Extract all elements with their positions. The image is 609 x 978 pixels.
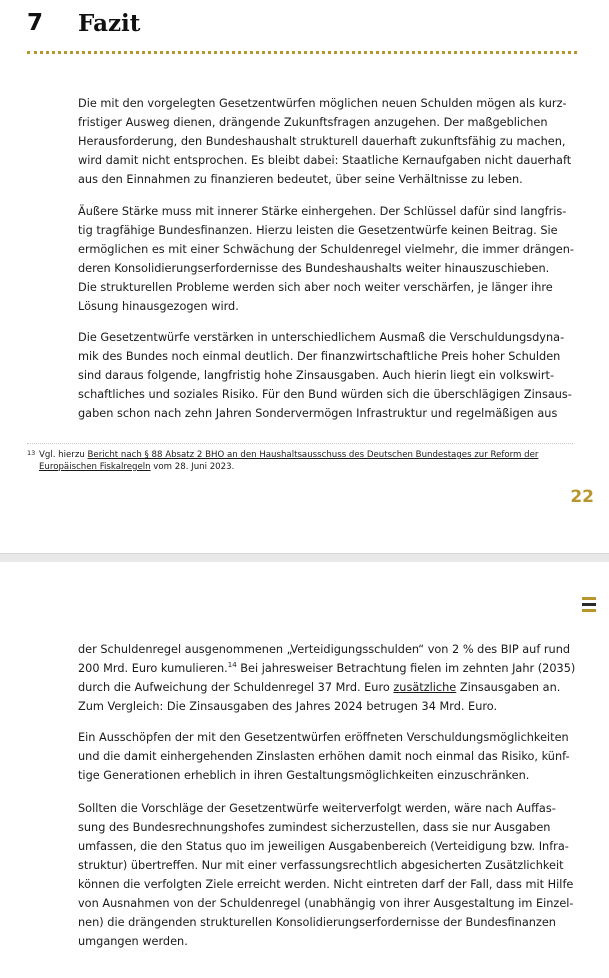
title-divider bbox=[27, 51, 577, 54]
text-line: tig tragfähige Bundesfinanzen. Hierzu leisten die Gesetzentwürfe keinen Beitrag. Sie bbox=[78, 224, 558, 237]
underlined-emphasis: zusätzliche bbox=[393, 681, 457, 694]
text-line: Herausforderung, den Bundeshaushalt strukturell dauerhaft zukunftsfähig zu machen, bbox=[78, 135, 566, 148]
footnote-number: 13 bbox=[27, 449, 36, 457]
text-line: fristiger Ausweg dienen, drängende Zukunftsfragen anzugehen. Der maßgeblichen bbox=[78, 116, 548, 129]
hamburger-menu-icon[interactable] bbox=[582, 597, 596, 613]
text-line: Äußere Stärke muss mit innerer Stärke einhergehen. Der Schlüssel dafür sind langfris- bbox=[78, 205, 567, 218]
footnote-suffix: vom 28. Juni 2023. bbox=[150, 462, 235, 472]
footnote-prefix: Vgl. hierzu bbox=[39, 450, 88, 460]
text-line: mik des Bundes noch einmal deutlich. Der finanzwirtschaftliche Preis hoher Schulden bbox=[78, 350, 561, 363]
chapter-title: Fazit bbox=[78, 10, 141, 37]
paragraph-1 bbox=[78, 94, 572, 189]
text-line: Ein Ausschöpfen der mit den Gesetzentwürfen eröffneten Verschuldungsmöglichkeiten bbox=[78, 731, 569, 744]
text-line: sung des Bundesrechnungshofes zumindest sicherzustellen, dass sie nur Ausgaben bbox=[78, 821, 551, 834]
paragraph-4 bbox=[78, 640, 576, 716]
text-line: 200 Mrd. Euro kumulieren.$^{14}$ Bei jahresweiser Betrachtung fielen im zehnten Jahr (2035) bbox=[78, 661, 576, 675]
text-line: sind daraus folgende, langfristig hohe Zinsausgaben. Auch hierin liegt ein volkswirt- bbox=[78, 369, 555, 382]
text-line: Die mit den vorgelegten Gesetzentwürfen möglichen neuen Schulden mögen als kurz- bbox=[78, 97, 567, 110]
text-line: Sollten die Vorschläge der Gesetzentwürfe weiterverfolgt werden, wäre nach Auffas- bbox=[78, 802, 556, 815]
text-line: nen) die drängenden strukturellen Konsolidierungserfordernisse der Bundesfinanzen bbox=[78, 916, 556, 929]
text-line: umfassen, die den Status quo im jeweiligen Ausgabenbereich (Verteidigung bzw. Infra- bbox=[78, 840, 569, 853]
text-line: schaftliches und soziales Risiko. Für den Bund würden sich die überschlägigen Zinsaus- bbox=[78, 388, 572, 401]
chapter-number: 7 bbox=[27, 10, 44, 36]
text-line: Die Gesetzentwürfe verstärken in unterschiedlichem Ausmaß die Verschuldungsdyna- bbox=[78, 331, 565, 344]
text-line: gaben schon nach zehn Jahren Sondervermögen Infrastruktur und regelmäßigen aus bbox=[78, 407, 558, 420]
text-line: struktur) übertreffen. Nur mit einer verfassungsrechtlich abgesicherten Zusätzlichkeit bbox=[78, 859, 564, 872]
paragraph-2 bbox=[78, 202, 574, 316]
text-line: deren Konsolidierungserfordernisse des Bundeshaushalts weiter hinauszuschieben. bbox=[78, 262, 550, 275]
text-line: Die strukturellen Probleme werden sich aber noch weiter verschärfen, je länger ihre bbox=[78, 281, 553, 294]
text-line: können die verfolgten Ziele erreicht werden. Nicht eintreten darf der Fall, dass mit Hilfe bbox=[78, 878, 574, 891]
footnote-report-link-cont[interactable]: Europäischen Fiskalregeln bbox=[39, 462, 151, 472]
text-line: wird damit nicht entsprochen. Es bleibt dabei: Staatliche Kernaufgaben nicht dauerhaft bbox=[78, 154, 572, 167]
footnote-ref-14[interactable]: 14 bbox=[227, 661, 237, 670]
text-line: und die damit einhergehenden Zinslasten erhöhen damit noch einmal das Risiko, künf- bbox=[78, 750, 570, 763]
text-line: aus den Einnahmen zu finanzieren bedeutet, über seine Verhältnisse zu leben. bbox=[78, 173, 523, 186]
text-line: der Schuldenregel ausgenommenen „Verteidigungsschulden“ von 2 % des BIP auf rund bbox=[78, 643, 571, 656]
paragraph-6 bbox=[78, 799, 574, 951]
paragraph-3 bbox=[78, 328, 572, 423]
text-line: umgangen werden. bbox=[78, 935, 188, 948]
text-line: tige Generationen erheblich in ihren Gestaltungsmöglichkeiten einzuschränken. bbox=[78, 769, 530, 782]
footnote-report-link[interactable]: Bericht nach § 88 Absatz 2 BHO an den Haushaltsausschuss des Deutschen Bundestages zur Reform der bbox=[87, 450, 539, 460]
page-number: 22 bbox=[570, 487, 594, 507]
text-line: Zum Vergleich: Die Zinsausgaben des Jahres 2024 betrugen 34 Mrd. Euro. bbox=[78, 700, 498, 713]
text-line: Lösung hinausgezogen wird. bbox=[78, 300, 239, 313]
text-line: durch die Aufweichung der Schuldenregel 37 Mrd. Euro zusätzliche Zinsausgaben an. bbox=[78, 681, 561, 694]
page-23 bbox=[0, 562, 609, 978]
text-line: von Ausnahmen von der Schuldenregel (unabhängig von ihrer Ausgestaltung im Einzel- bbox=[78, 897, 574, 910]
text-line: ermöglichen es mit einer Schwächung der Schuldenregel vielmehr, die immer drängen- bbox=[78, 243, 574, 256]
paragraph-5 bbox=[78, 728, 570, 785]
footnote-divider bbox=[27, 443, 573, 444]
